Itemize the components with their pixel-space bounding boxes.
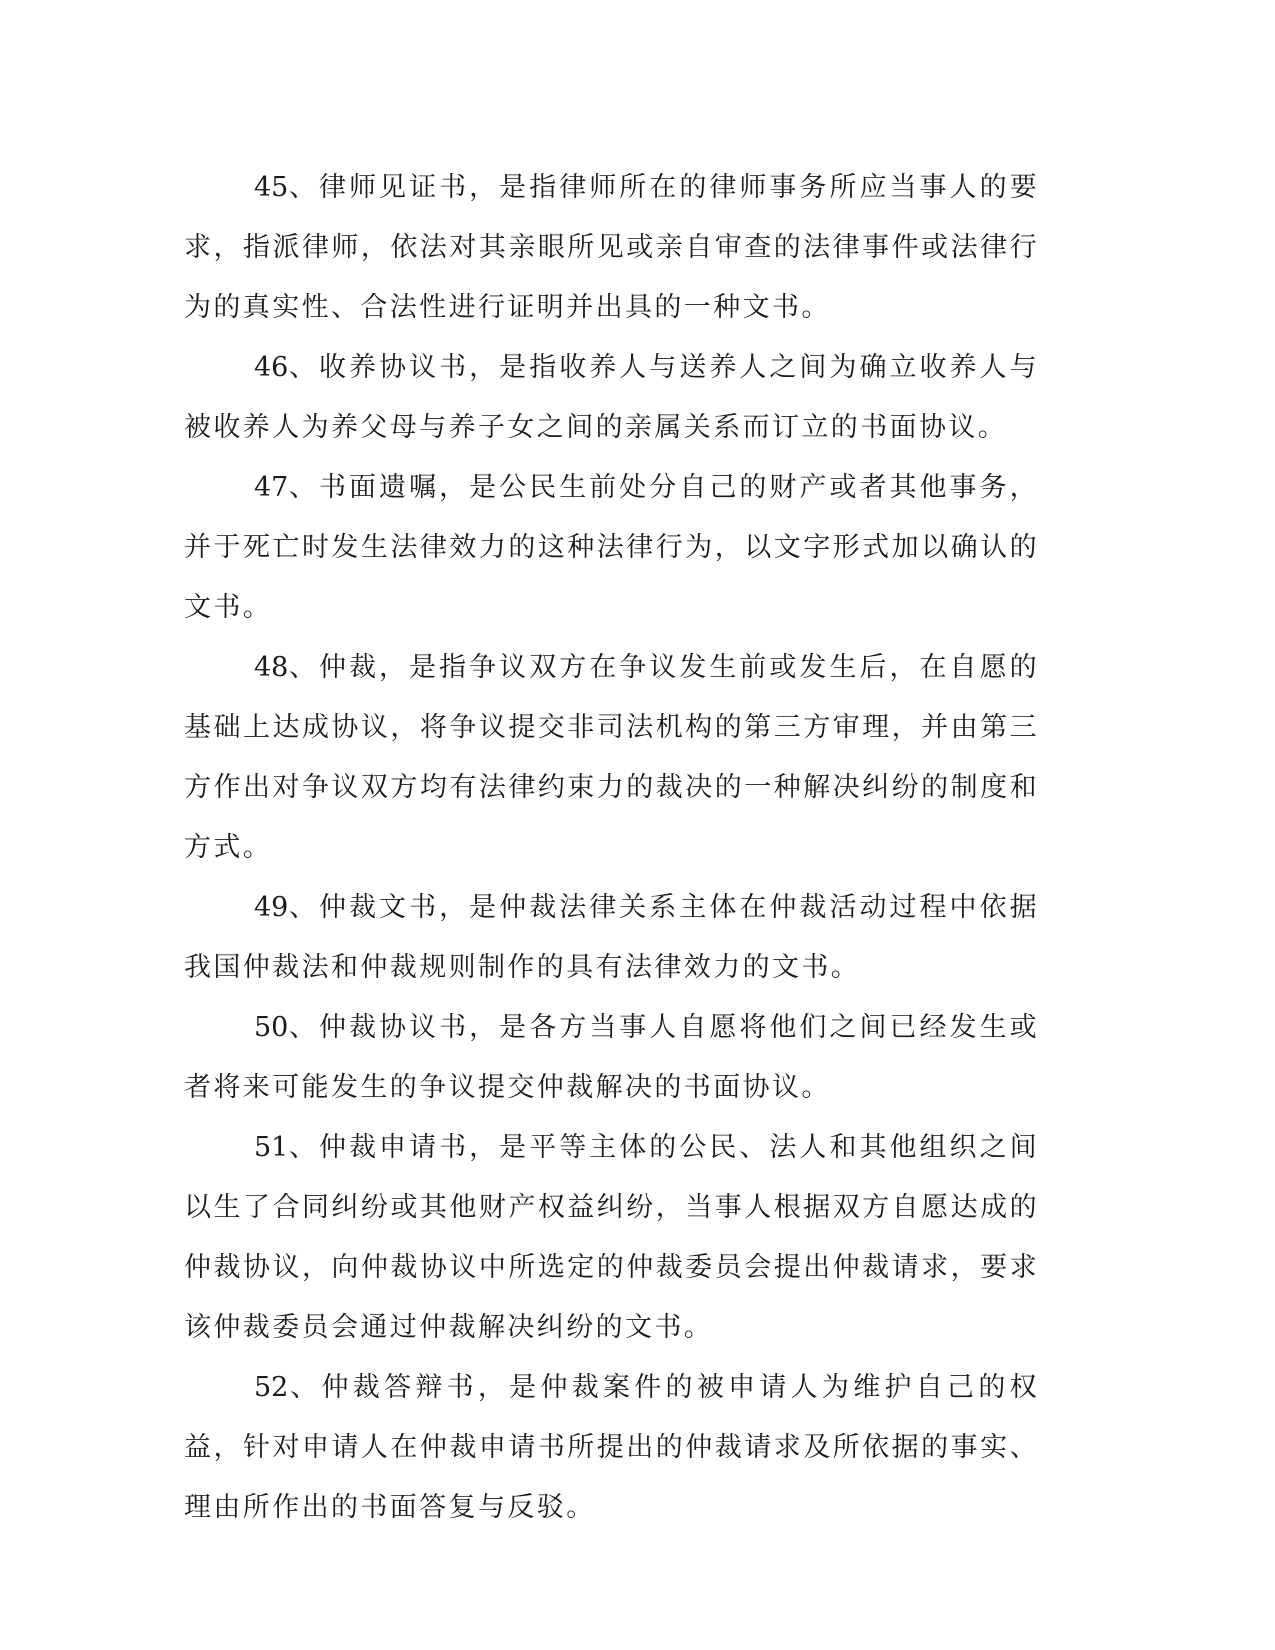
paragraph-text: 、仲裁申请书，是平等主体的公民、法人和其他组织之间以生了合同纠纷或其他财产权益纠纷，当事人根据双方自愿达成的仲裁协议，向仲裁协议中所选定的仲裁委员会提出仲裁请求，要求该仲裁委员会通过仲裁解决纠纷的文书。 (184, 1132, 1039, 1343)
paragraph-text: 、律师见证书，是指律师所在的律师事务所应当事人的要求，指派律师，依法对其亲眼所见或亲自审查的法律事件或法律行为的真实性、合法性进行证明并出具的一种文书。 (184, 172, 1039, 323)
paragraph-number: 47 (254, 472, 289, 503)
paragraph-number: 52 (254, 1372, 289, 1403)
paragraph-number: 46 (254, 352, 289, 383)
paragraph-52 (184, 1358, 1039, 1538)
paragraph-number: 50 (254, 1012, 289, 1043)
paragraph-number: 48 (254, 652, 289, 683)
paragraph-50 (184, 998, 1039, 1118)
paragraph-text: 、仲裁协议书，是各方当事人自愿将他们之间已经发生或者将来可能发生的争议提交仲裁解决的书面协议。 (184, 1012, 1039, 1103)
document-body (184, 158, 1039, 1538)
paragraph-number: 49 (254, 892, 289, 923)
paragraph-49 (184, 878, 1039, 998)
paragraph-47 (184, 458, 1039, 638)
paragraph-45 (184, 158, 1039, 338)
paragraph-number: 45 (254, 172, 289, 203)
paragraph-text: 、仲裁，是指争议双方在争议发生前或发生后，在自愿的基础上达成协议，将争议提交非司法机构的第三方审理，并由第三方作出对争议双方均有法律约束力的裁决的一种解决纠纷的制度和方式。 (184, 652, 1039, 863)
paragraph-46 (184, 338, 1039, 458)
paragraph-text: 、仲裁答辩书，是仲裁案件的被申请人为维护自己的权益，针对申请人在仲裁申请书所提出的仲裁请求及所依据的事实、理由所作出的书面答复与反驳。 (184, 1372, 1039, 1523)
paragraph-number: 51 (254, 1132, 289, 1163)
paragraph-text: 、收养协议书，是指收养人与送养人之间为确立收养人与被收养人为养父母与养子女之间的亲属关系而订立的书面协议。 (184, 352, 1039, 443)
paragraph-51 (184, 1118, 1039, 1358)
paragraph-text: 、仲裁文书，是仲裁法律关系主体在仲裁活动过程中依据我国仲裁法和仲裁规则制作的具有法律效力的文书。 (184, 892, 1039, 983)
paragraph-text: 、书面遗嘱，是公民生前处分自己的财产或者其他事务，并于死亡时发生法律效力的这种法律行为，以文字形式加以确认的文书。 (184, 472, 1039, 623)
paragraph-48 (184, 638, 1039, 878)
